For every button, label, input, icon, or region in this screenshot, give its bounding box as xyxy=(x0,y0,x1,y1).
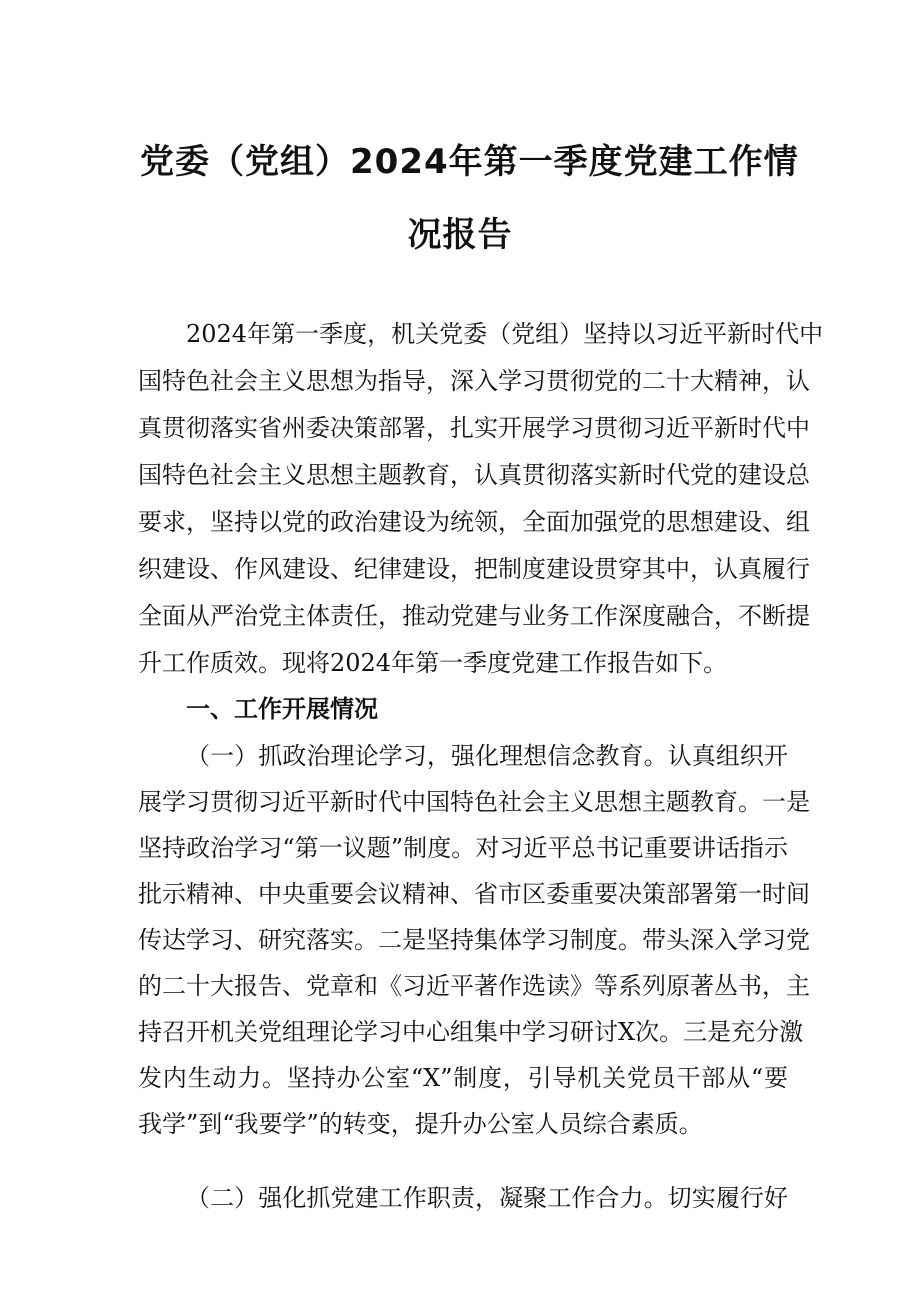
paragraph-line: 我学”到“我要学”的转变，提升办公室人员综合素质。 xyxy=(138,1110,703,1138)
paragraph-line: 织建设、作风建设、纪律建设，把制度建设贯穿其中，认真履行 xyxy=(138,555,810,583)
document-title-line-1: 党委（党组）2024年第一季度党建工作情 xyxy=(140,142,799,182)
paragraph-line: （二）强化抓党建工作职责，凝聚工作合力。切实履行好 xyxy=(186,1184,788,1212)
paragraph-line: 国特色社会主义思想主题教育，认真贯彻落实新时代党的建设总 xyxy=(138,461,810,489)
paragraph-line: 发内生动力。坚持办公室“X”制度，引导机关党员干部从“要 xyxy=(138,1064,788,1092)
paragraph-line: 展学习贯彻习近平新时代中国特色社会主义思想主题教育。一是 xyxy=(138,788,810,816)
paragraph-line: 真贯彻落实省州委决策部署，扎实开展学习贯彻习近平新时代中 xyxy=(138,414,810,442)
paragraph-line: 持召开机关党组理论学习中心组集中学习研讨X次。三是充分激 xyxy=(138,1018,804,1046)
paragraph-line: 要求，坚持以党的政治建设为统领，全面加强党的思想建设、组 xyxy=(138,508,810,536)
paragraph-line: 全面从严治党主体责任，推动党建与业务工作深度融合，不断提 xyxy=(138,602,810,630)
paragraph-line: 国特色社会主义思想为指导，深入学习贯彻党的二十大精神，认 xyxy=(138,367,810,395)
paragraph-line: 传达学习、研究落实。二是坚持集体学习制度。带头深入学习党 xyxy=(138,926,810,954)
paragraph-line: 2024年第一季度，机关党委（党组）坚持以习近平新时代中 xyxy=(186,320,824,348)
paragraph-line: 批示精神、中央重要会议精神、省市区委重要决策部署第一时间 xyxy=(138,880,810,908)
paragraph-line: 坚持政治学习“第一议题”制度。对习近平总书记重要讲话指示 xyxy=(138,834,788,862)
paragraph-line: 的二十大报告、党章和《习近平著作选读》等系列原著丛书，主 xyxy=(138,972,810,1000)
section-heading: 一、工作开展情况 xyxy=(186,695,378,723)
paragraph-line: 升工作质效。现将2024年第一季度党建工作报告如下。 xyxy=(138,649,728,677)
document-title-line-2: 况报告 xyxy=(407,215,513,255)
paragraph-line: （一）抓政治理论学习，强化理想信念教育。认真组织开 xyxy=(186,742,788,770)
